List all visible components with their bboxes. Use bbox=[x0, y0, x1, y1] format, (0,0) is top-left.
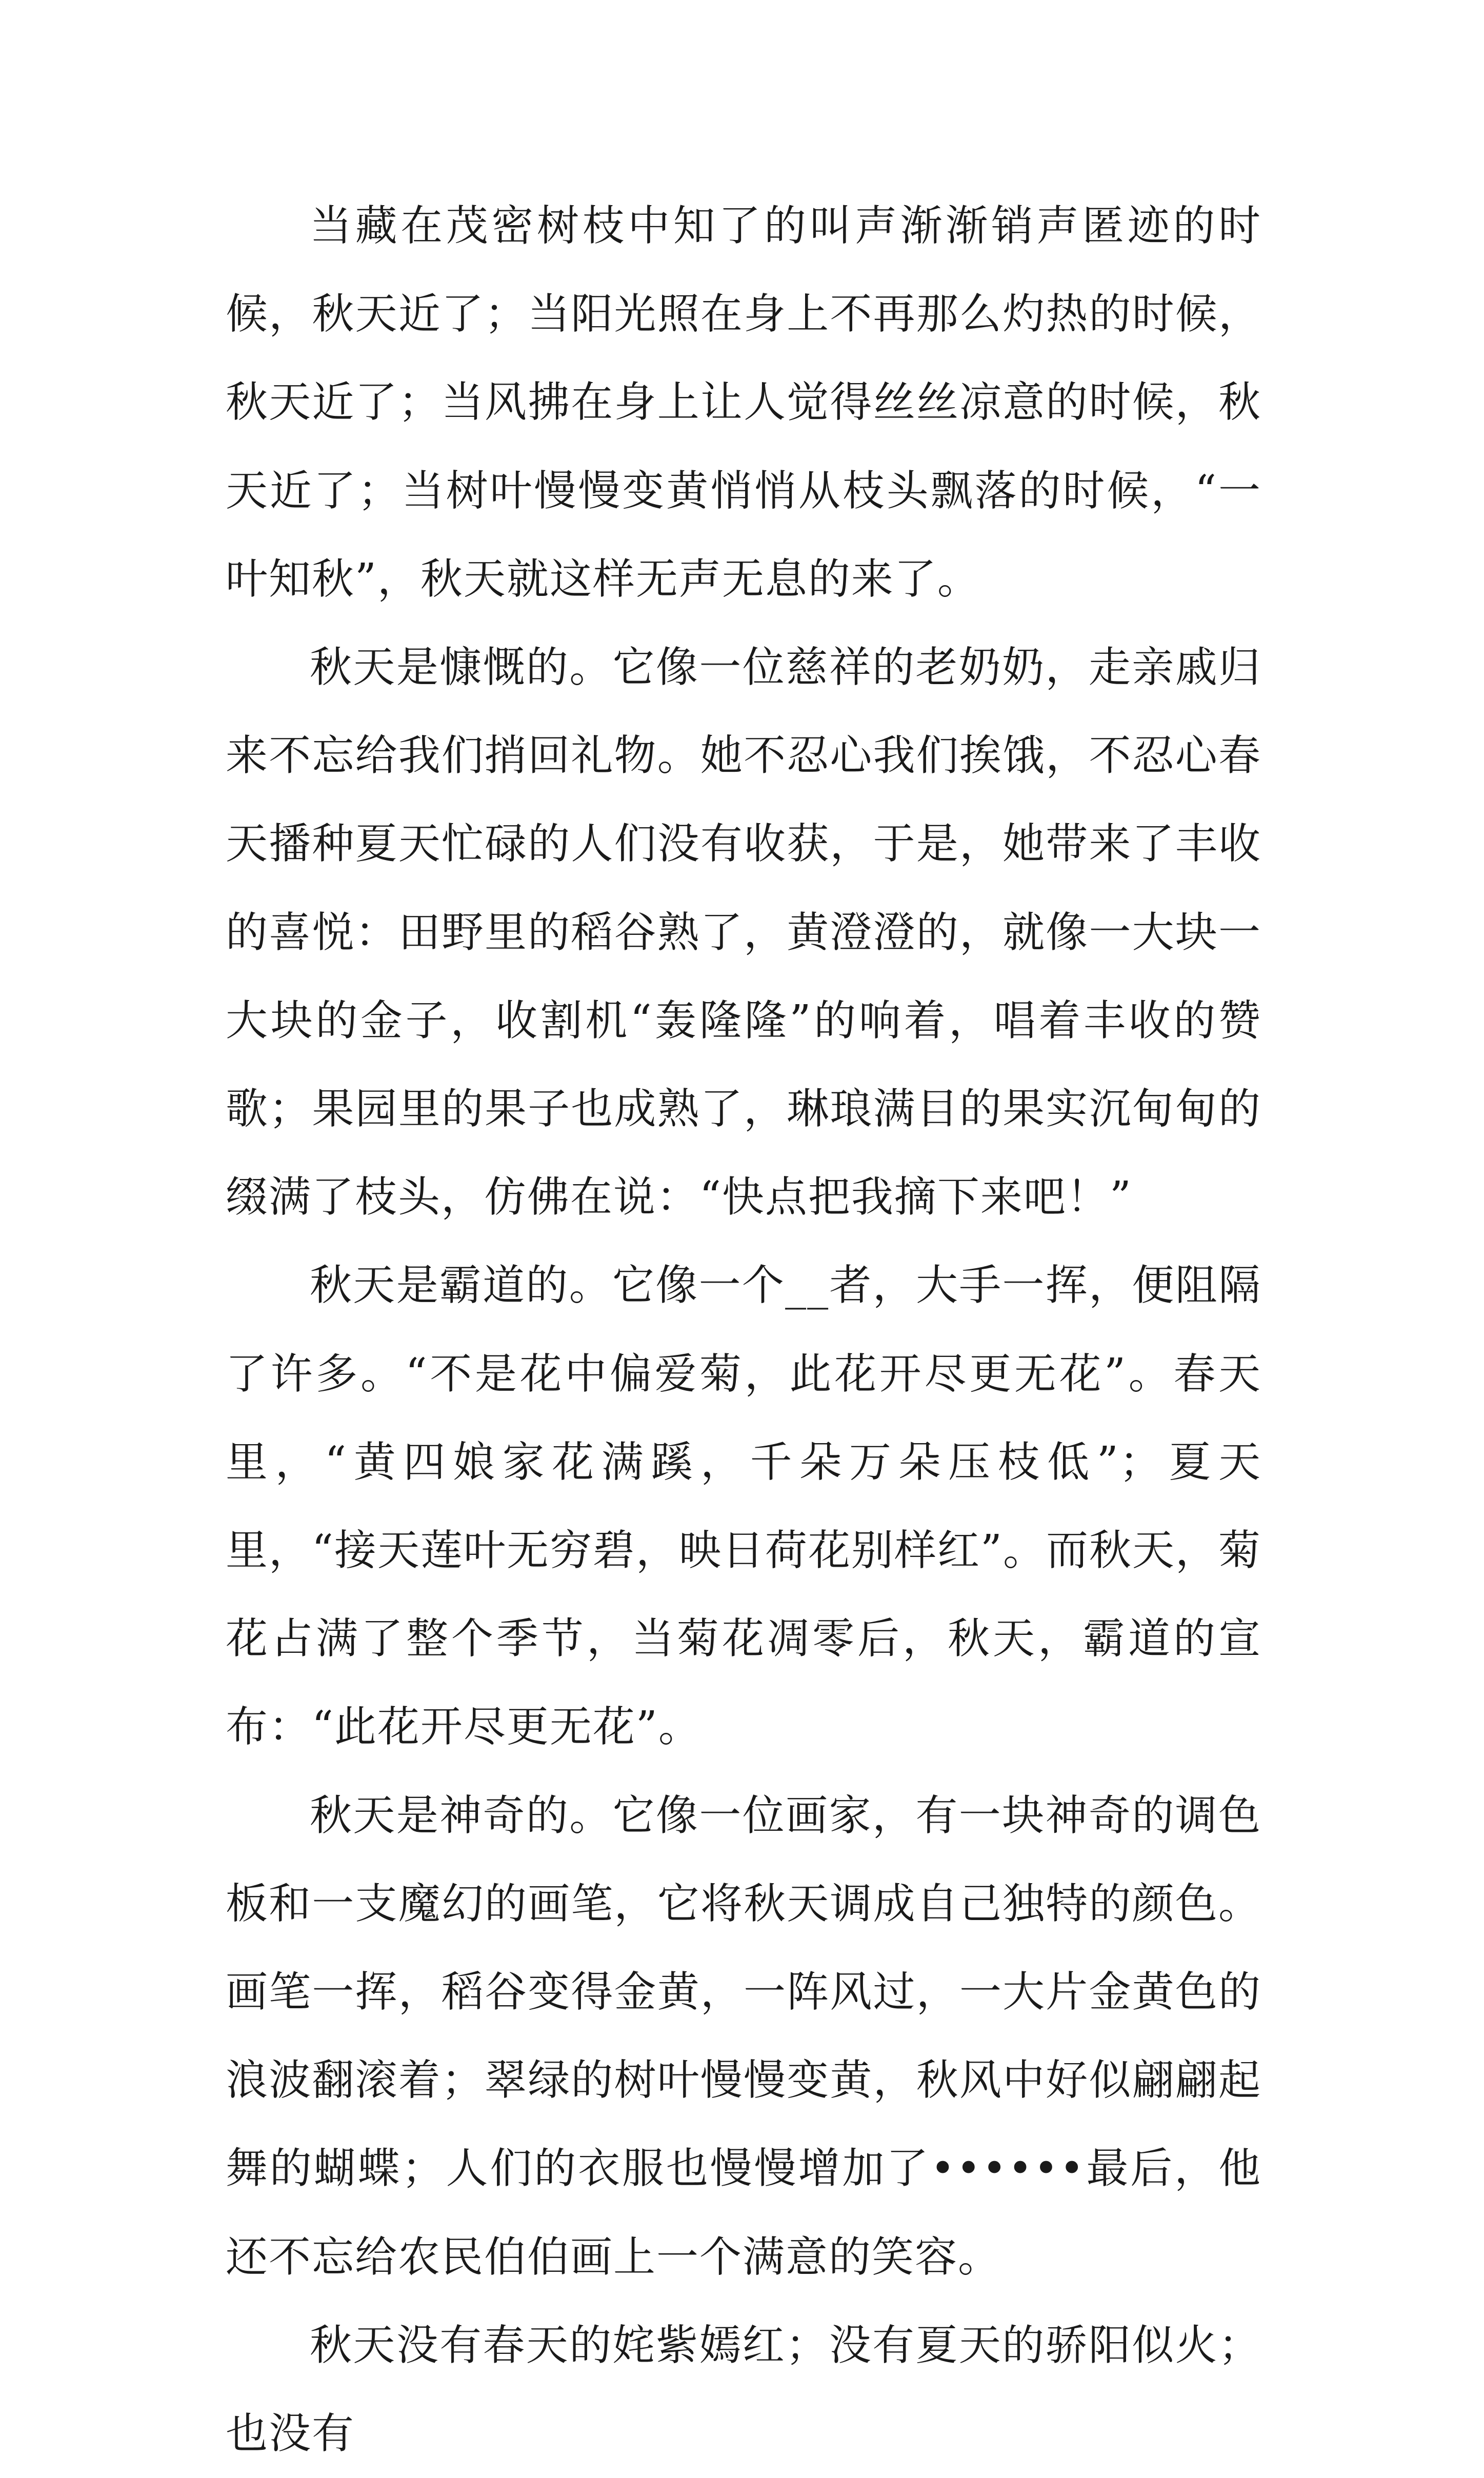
paragraph-2: 秋天是慷慨的。它像一位慈祥的老奶奶，走亲戚归来不忘给我们捎回礼物。她不忍心我们挨饿，不忍心春天播种夏天忙碌的人们没有收获，于是，她带来了丰收的喜悦：田野里的稻谷熟了，黄澄澄的，就像一大块一大块的金子，收割机“轰隆隆”的响着，唱着丰收的赞歌；果园里的果子也成熟了，琳琅满目的果实沉甸甸的缀满了枝头，仿佛在说：“快点把我摘下来吧！” bbox=[226, 643, 1261, 1222]
paragraph-1: 当藏在茂密树枝中知了的叫声渐渐销声匿迹的时候，秋天近了；当阳光照在身上不再那么灼热的时候，秋天近了；当风拂在身上让人觉得丝丝凉意的时候，秋天近了；当树叶慢慢变黄悄悄从枝头飘落的时候，“一叶知秋”，秋天就这样无声无息的来了。 bbox=[226, 202, 1261, 604]
document-body bbox=[226, 182, 1261, 2478]
paragraph-3: 秋天是霸道的。它像一个__者，大手一挥，便阻隔了许多。“不是花中偏爱菊，此花开尽更无花”。春天里，“黄四娘家花满蹊，千朵万朵压枝低”；夏天里，“接天莲叶无穷碧，映日荷花别样红”。而秋天，菊花占满了整个季节，当菊花凋零后，秋天，霸道的宣布：“此花开尽更无花”。 bbox=[226, 1261, 1261, 1752]
paragraph-5: 秋天没有春天的姹紫嫣红；没有夏天的骄阳似火；也没有 bbox=[226, 2321, 1261, 2459]
paragraph-4: 秋天是神奇的。它像一位画家，有一块神奇的调色板和一支魔幻的画笔，它将秋天调成自己独特的颜色。画笔一挥，稻谷变得金黄，一阵风过，一大片金黄色的浪波翻滚着；翠绿的树叶慢慢变黄，秋风中好似翩翩起舞的蝴蝶；人们的衣服也慢慢增加了••••••最后，他还不忘给农民伯伯画上一个满意的笑容。 bbox=[226, 1791, 1261, 2282]
